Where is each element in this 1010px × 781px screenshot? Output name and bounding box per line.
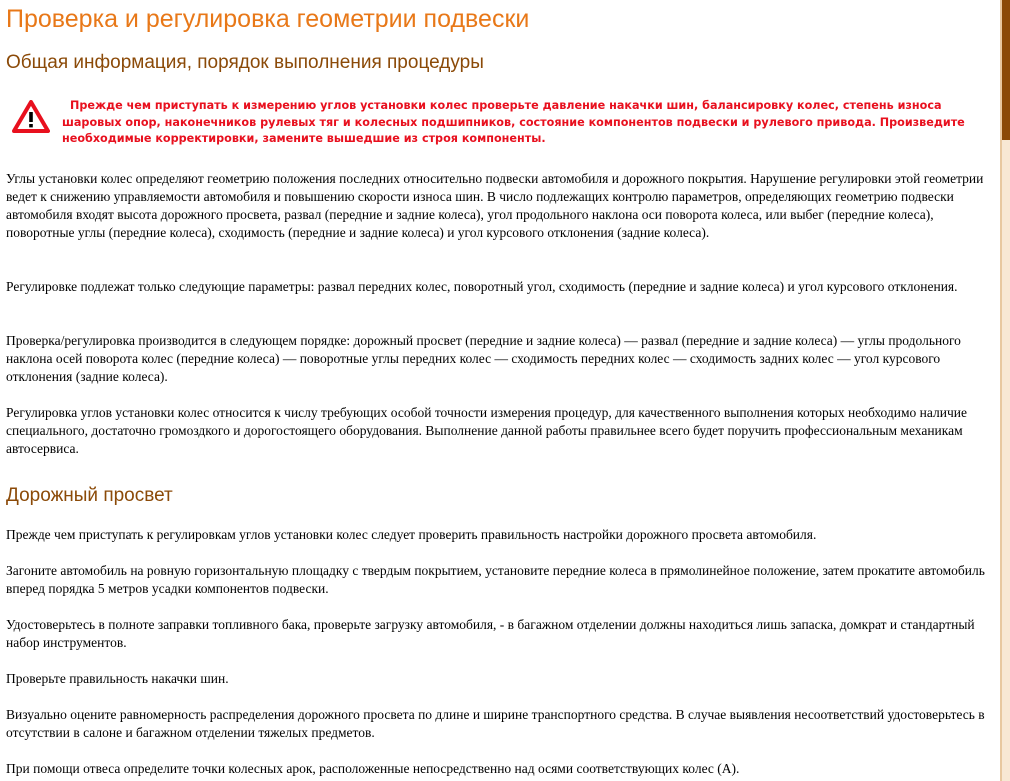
paragraph: Прежде чем приступать к регулировкам углов установки колес следует проверить правильность настройки дорожного просвета автомобиля. (6, 527, 817, 542)
paragraph: При помощи отвеса определите точки колесных арок, расположенные непосредственно над осями соответствующих колес (А). (6, 761, 740, 776)
section-heading-general: Общая информация, порядок выполнения процедуры (6, 52, 484, 73)
paragraph: Регулировка углов установки колес относится к числу требующих особой точности измерения процедур, для качественного выполнения которых необходимо наличие специального, достаточно громоздкого и дорогостоящего оборудования. Выполнение данной работы правильнее всего будет поручить профессиональным механикам автосервиса. (6, 405, 967, 456)
section-heading-ground-clearance: Дорожный просвет (6, 485, 173, 506)
paragraph: Проверка/регулировка производится в следующем порядке: дорожный просвет (передние и задние колеса) — развал (передние и задние колеса) — углы продольного наклона осей поворота колес (передние колеса) — поворотные углы передних колес — сходимость передних колес — сходимость задних колес — угол курсового отклонения (задние колеса). (6, 333, 961, 384)
paragraph: Удостоверьтесь в полноте заправки топливного бака, проверьте загрузку автомобиля, - в багажном отделении должны находиться лишь запаска, домкрат и стандартный набор инструментов. (6, 617, 975, 650)
paragraph: Регулировке подлежат только следующие параметры: развал передних колес, поворотный угол, сходимость (передние и задние колеса) и угол курсового отклонения. (6, 279, 958, 294)
warning-triangle-icon (12, 100, 50, 133)
scrollbar-thumb[interactable] (1002, 0, 1010, 140)
warning-text: Прежде чем приступать к измерению углов установки колес проверьте давление накачки шин, балансировку колес, степень износа шаровых опор, наконечников рулевых тяг и колесных подшипников, состояние компонентов подвески и рулевого привода. Произведите необходимые корректировки, замените вышедшие из строя компоненты. (62, 99, 965, 145)
vertical-scrollbar[interactable] (1002, 0, 1010, 781)
paragraph: Углы установки колес определяют геометрию положения последних относительно подвески автомобиля и дорожного покрытия. Нарушение регулировки этой геометрии ведет к снижению управляемости автомобиля и повышению скорости износа шин. В число подлежащих контролю параметров, определяющих геометрию подвески автомобиля входят высота дорожного просвета, развал (передние и задние колеса), угол продольного наклона оси поворота колеса, или выбег (передние колеса), поворотные углы (передние колеса), сходимость (передние и задние колеса) и угол курсового отклонения (задние колеса). (6, 171, 984, 240)
paragraph: Загоните автомобиль на ровную горизонтальную площадку с твердым покрытием, установите передние колеса в прямолинейное положение, затем прокатите автомобиль вперед порядка 5 метров усадки компонентов подвески. (6, 563, 985, 596)
paragraph: Визуально оцените равномерность распределения дорожного просвета по длине и ширине транспортного средства. В случае выявления несоответствий удостоверьтесь в отсутствии в салоне и багажном отделении тяжелых предметов. (6, 707, 985, 740)
paragraph: Проверьте правильность накачки шин. (6, 671, 229, 686)
page-title: Проверка и регулировка геометрии подвески (6, 5, 530, 33)
